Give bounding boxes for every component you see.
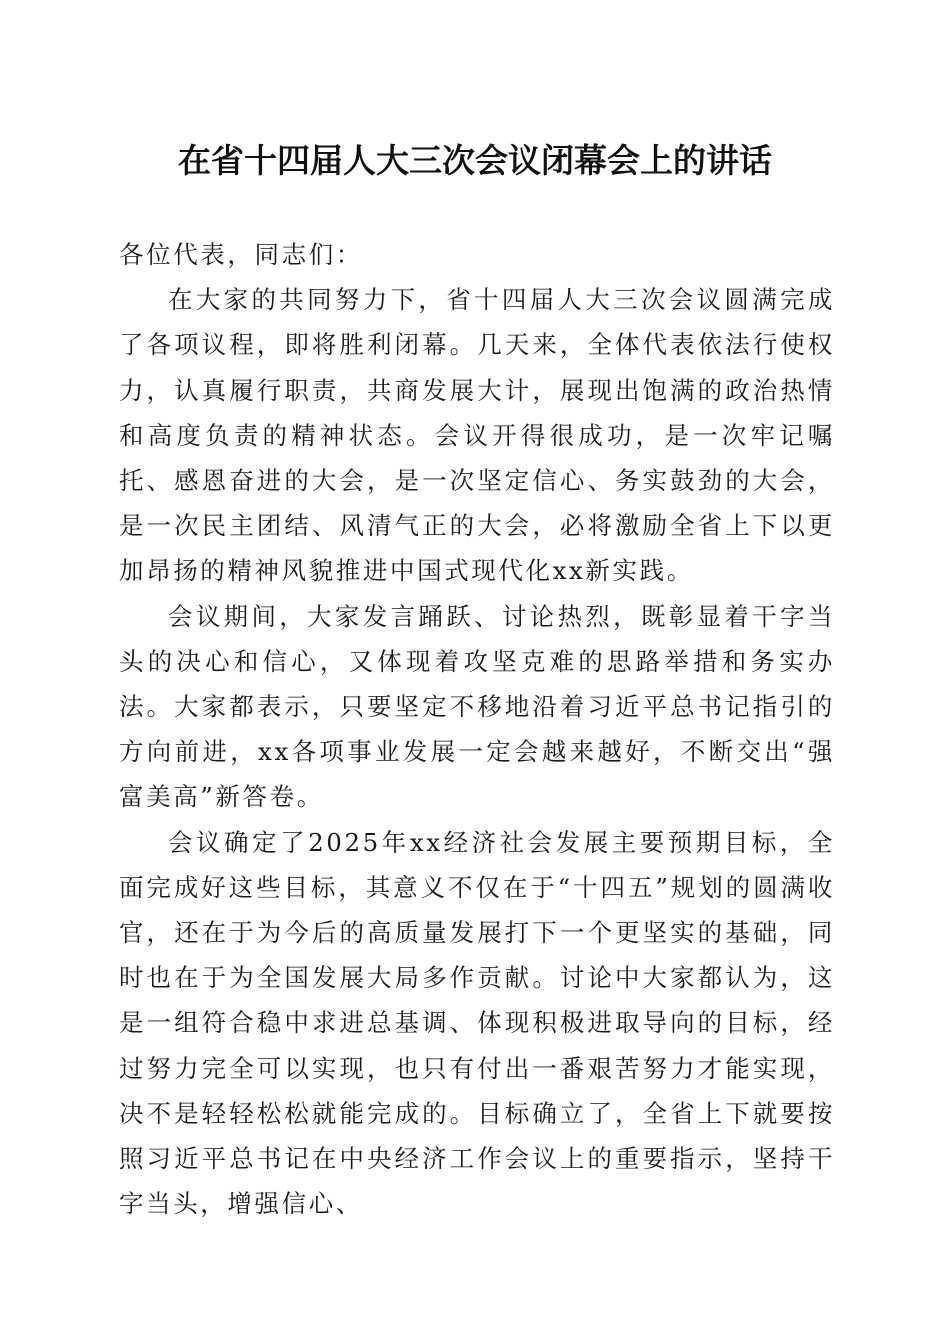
paragraph-2: 会议期间，大家发言踊跃、讨论热烈，既彰显着干字当头的决心和信心，又体现着攻坚克难的思路举措和务实办法。大家都表示，只要坚定不移地沿着习近平总书记指引的方向前进，xx各项事业发展一定会越来越好，不断交出“强富美高”新答卷。	[119, 601, 835, 812]
salutation: 各位代表，同志们：	[119, 240, 363, 269]
paragraph-1: 在大家的共同努力下，省十四届人大三次会议圆满完成了各项议程，即将胜利闭幕。几天来，全体代表依法行使权力，认真履行职责，共商发展大计，展现出饱满的政治热情和高度负责的精神状态。会议开得很成功，是一次牢记嘱托、感恩奋进的大会，是一次坚定信心、务实鼓劲的大会，是一次民主团结、风清气正的大会，必将激励全省上下以更加昂扬的精神风貌推进中国式现代化xx新实践。	[119, 285, 835, 586]
paragraph-3: 会议确定了2025年xx经济社会发展主要预期目标，全面完成好这些目标，其意义不仅在于“十四五”规划的圆满收官，还在于为今后的高质量发展打下一个更坚实的基础，同时也在于为全国发展大局多作贡献。讨论中大家都认为，这是一组符合稳中求进总基调、体现积极进取导向的目标，经过努力完全可以实现，也只有付出一番艰苦努力才能实现，决不是轻轻松松就能完成的。目标确立了，全省上下就要按照习近平总书记在中央经济工作会议上的重要指示，坚持干字当头，增强信心、	[119, 827, 835, 1219]
document-body	[119, 232, 835, 1226]
document-title: 在省十四届人大三次会议闭幕会上的讲话	[178, 141, 772, 180]
